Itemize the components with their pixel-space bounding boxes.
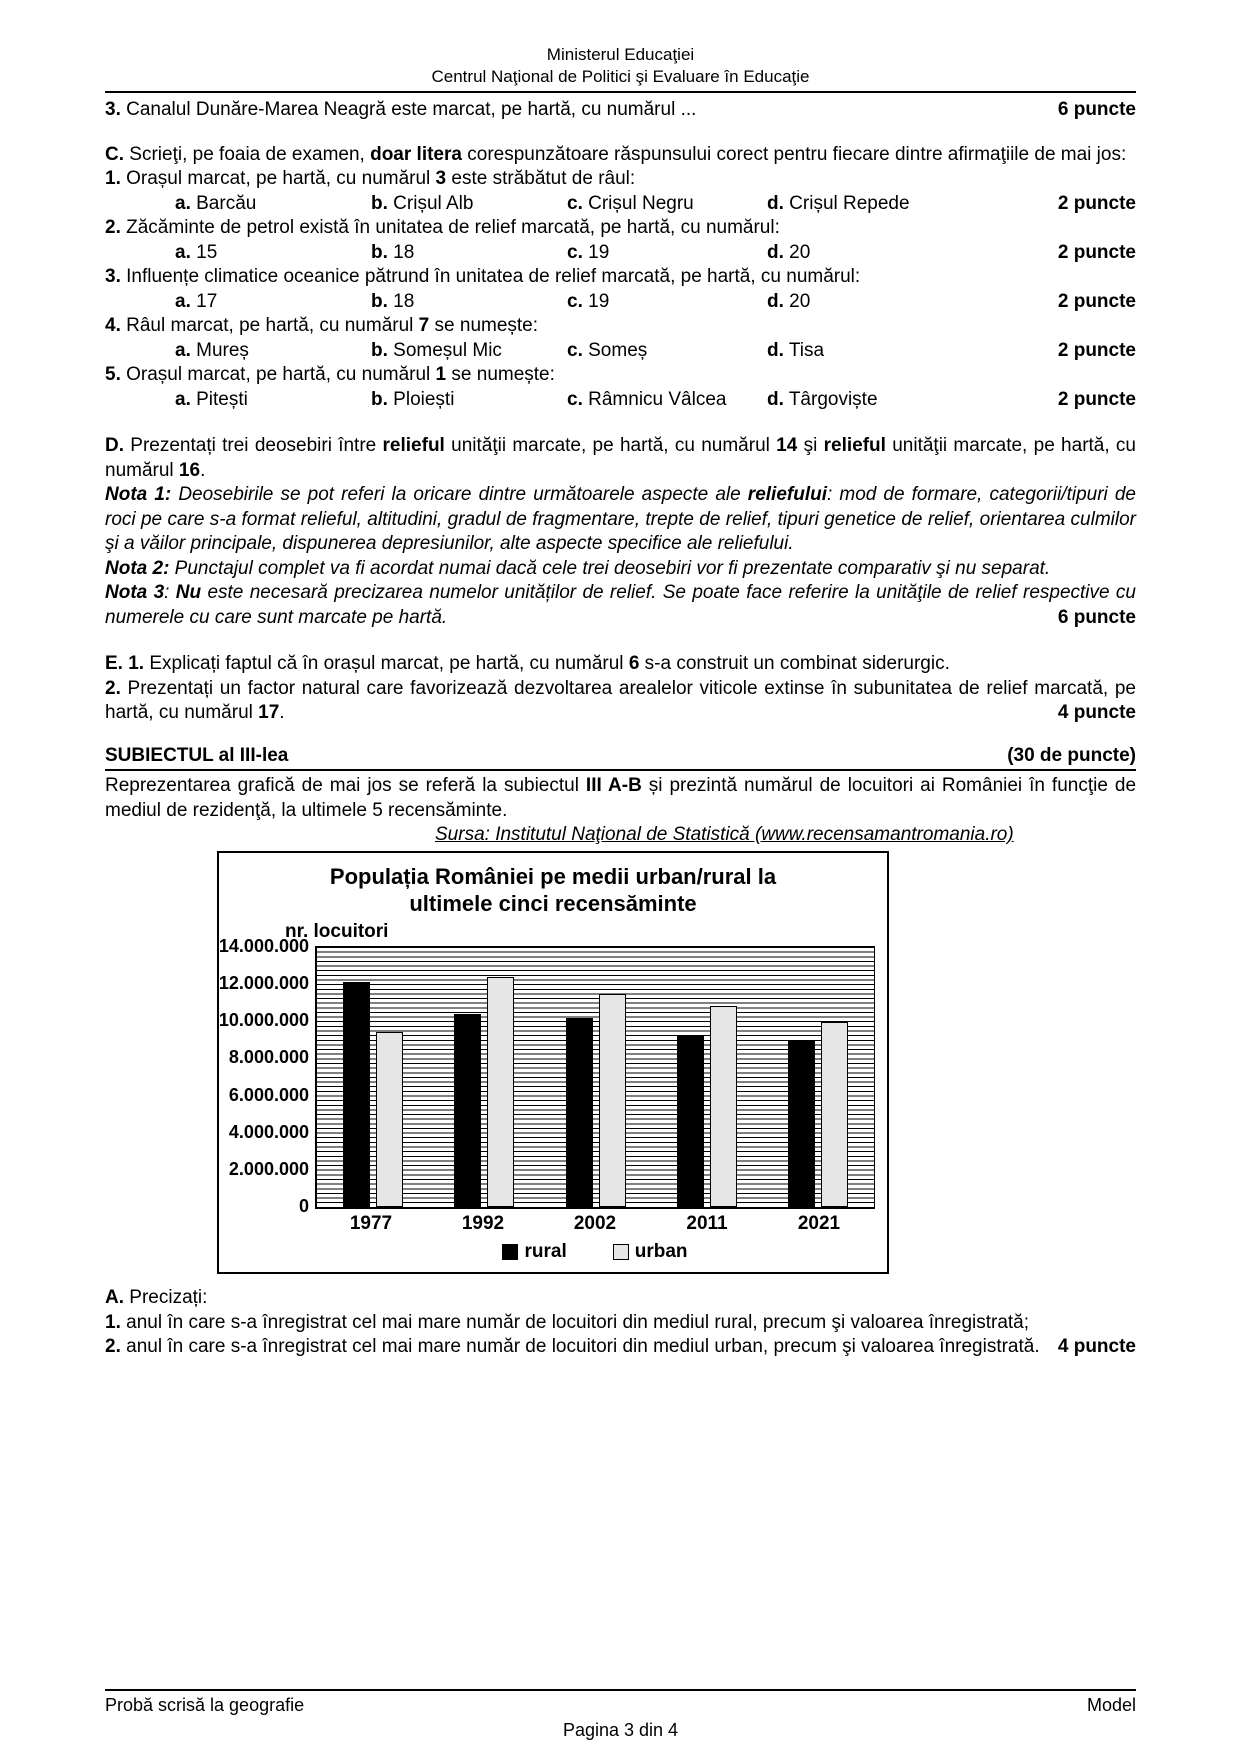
text-segment: 7 [418, 315, 430, 336]
text-segment: b. [371, 339, 388, 361]
text-segment: Punctajul complet va fi acordat numai dacă cele trei deosebiri vor fi prezentate comparativ şi nu separat. [169, 557, 1051, 579]
text-segment: d. [767, 339, 784, 361]
subject-3-heading [105, 744, 1136, 772]
question-c3-text [105, 265, 1136, 290]
section-d-task [105, 434, 1136, 483]
text-segment: 2. [105, 217, 121, 238]
urban-swatch-icon [613, 1244, 629, 1260]
footer-exam-name: Probă scrisă la geografie [105, 1695, 305, 1715]
x-axis-label-1977: 1977 [349, 1213, 393, 1234]
points-badge: 4 puncte [1057, 1336, 1136, 1357]
bar-group-2011 [651, 947, 762, 1207]
chart-source: Sursa: Institutul Naţional de Statistică (www.recensamantromania.ro) [435, 824, 1014, 845]
text-segment: 20 [783, 241, 811, 263]
text-segment: Târgoviște [783, 388, 878, 410]
section-d-nota2 [105, 557, 1136, 582]
y-axis-tick-label: 14.000.000 [218, 935, 309, 956]
points-badge: 6 puncte [1057, 606, 1136, 628]
legend-label-rural: rural [524, 1240, 567, 1262]
text-segment: este străbătut de râul: [446, 168, 636, 189]
section-c-intro [105, 143, 1136, 168]
points-badge: 2 puncte [1057, 241, 1136, 263]
text-segment: Prezentați trei deosebiri între [124, 435, 383, 456]
y-axis-tick-label: 10.000.000 [218, 1010, 309, 1031]
text-segment: se numește: [446, 364, 555, 385]
population-chart [217, 851, 889, 1275]
text-segment: Nota 2: [105, 557, 170, 579]
text-segment: 3. [105, 266, 121, 287]
text-segment: C. [105, 143, 124, 165]
text-segment: 18 [387, 241, 415, 263]
option-b [371, 192, 567, 217]
question-c4 [105, 314, 1136, 363]
text-segment: relieful [823, 435, 886, 456]
text-segment: III A-B [585, 775, 642, 796]
text-segment: c. [567, 241, 583, 263]
rural-swatch-icon [502, 1244, 518, 1260]
text-segment: c. [567, 388, 583, 410]
question-b3 [105, 98, 1136, 123]
option-a [175, 192, 371, 217]
section-a-task2 [105, 1335, 1136, 1360]
text-segment: 16 [178, 459, 201, 481]
question-c5-options [175, 388, 1136, 413]
plot-column [315, 946, 875, 1264]
x-axis-labels [315, 1212, 875, 1237]
plot-area [315, 946, 875, 1209]
subject-3 [105, 744, 1136, 1275]
text-segment: c. [567, 339, 583, 361]
text-segment: Canalul Dunăre-Marea Neagră este marcat, pe hartă, cu numărul ... [120, 99, 697, 120]
text-segment: Ploiești [387, 388, 455, 410]
text-segment: Râul marcat, pe hartă, cu numărul [120, 315, 419, 336]
subject-3-title: SUBIECTUL al III-lea [105, 744, 289, 766]
option-d [767, 241, 1058, 266]
bar-rural-2021 [788, 1040, 815, 1207]
option-d [767, 290, 1058, 315]
option-a [175, 388, 371, 413]
text-segment: 15 [190, 241, 218, 263]
y-axis-tick-label: 4.000.000 [228, 1121, 309, 1142]
option-a [175, 339, 371, 364]
text-segment: c. [567, 290, 583, 312]
section-e-task2-text [105, 678, 1136, 724]
text-segment: Crișul Repede [783, 192, 910, 214]
text-segment: 19 [582, 290, 610, 312]
text-segment: A. [105, 1287, 124, 1308]
question-c2-options [175, 241, 1136, 266]
text-segment: 19 [582, 241, 610, 263]
text-segment: . [200, 459, 206, 481]
question-c5-text [105, 363, 1136, 388]
chart-title-line2: ultimele cinci recensăminte [409, 890, 697, 916]
text-segment: b. [371, 241, 388, 263]
legend-item-urban [613, 1240, 688, 1265]
text-segment: 6 [628, 653, 640, 674]
question-c4-text [105, 314, 1136, 339]
text-segment: Prezentați un factor natural care favorizează dezvoltarea arealelor viticole extinse în subunitatea de relief marcată, pe hartă, cu numărul [105, 677, 1136, 723]
text-segment: 3 [435, 168, 447, 189]
legend-label-urban: urban [634, 1240, 688, 1262]
text-segment: 20 [783, 290, 811, 312]
footer-model-label: Model [1086, 1695, 1136, 1715]
question-c3-options [175, 290, 1136, 315]
text-segment: Zăcăminte de petrol există în unitatea de relief marcată, pe hartă, cu numărul: [120, 217, 780, 238]
text-segment: : mod de formare, categorii/tipuri de roci pe care s-a format relieful, altitudini, gradul de fragmentare, trepte de relief, tipuri genetice de relief, orientarea culmilor şi a văilor principale, dispunerea depresiunilor, alte aspecte specifice ale reliefului. [105, 484, 1136, 554]
section-a-intro [105, 1286, 1136, 1311]
y-axis-ticks [218, 935, 315, 1216]
text-segment: 17 [190, 290, 218, 312]
option-c [567, 241, 767, 266]
text-segment: Deosebirile se pot referi la oricare dintre următoarele aspecte ale [171, 484, 748, 505]
points-badge: 2 puncte [1057, 192, 1136, 214]
text-segment: Râmnicu Vâlcea [582, 388, 727, 410]
section-d-nota3 [105, 581, 1136, 630]
text-segment: Crișul Alb [387, 192, 474, 214]
bar-group-1977 [317, 947, 428, 1207]
text-segment: şi [797, 435, 824, 456]
text-segment: 5. [105, 364, 121, 385]
option-a [175, 241, 371, 266]
bar-urban-1992 [487, 977, 514, 1207]
text-segment: d. [767, 290, 784, 312]
text-segment: Orașul marcat, pe hartă, cu numărul [120, 168, 436, 189]
x-axis-label-2011: 2011 [686, 1213, 728, 1234]
bar-rural-2002 [566, 1018, 593, 1207]
option-b [371, 241, 567, 266]
option-c [567, 192, 767, 217]
bar-urban-2002 [599, 994, 626, 1207]
text-segment: Reprezentarea grafică de mai jos se referă la subiectul [105, 775, 586, 796]
text-segment: Nota 1: [105, 484, 172, 505]
question-c1-options [175, 192, 1136, 217]
text-segment: . [279, 702, 285, 723]
text-segment: Nota 3 [105, 582, 165, 603]
points-badge: 2 puncte [1057, 339, 1136, 361]
text-segment: Mureș [190, 339, 249, 361]
option-b [371, 339, 567, 364]
text-segment: relieful [382, 435, 445, 456]
y-axis-tick-label: 6.000.000 [228, 1084, 309, 1105]
text-segment: 14 [776, 435, 798, 456]
section-e [105, 652, 1136, 726]
text-segment: doar litera [370, 143, 462, 165]
text-segment: Tisa [783, 339, 825, 361]
y-axis-title: nr. locuitori [285, 920, 389, 942]
center-name: Centrul Naţional de Politici şi Evaluare în Educaţie [431, 67, 810, 86]
document-header [105, 44, 1136, 93]
ministry-name: Ministerul Educaţiei [546, 45, 695, 64]
section-c [105, 143, 1136, 413]
question-c5 [105, 363, 1136, 412]
question-c1 [105, 167, 1136, 216]
section-a-task2-text [105, 1336, 1040, 1357]
text-segment: E. 1. [105, 653, 145, 674]
y-axis-tick-label: 12.000.000 [218, 972, 309, 993]
bar-group-2021 [763, 947, 874, 1207]
option-a [175, 290, 371, 315]
y-axis-tick-label: 8.000.000 [228, 1047, 309, 1068]
section-a-task1 [105, 1311, 1136, 1336]
text-segment: se numește: [429, 315, 539, 336]
text-segment: Explicați faptul că în orașul marcat, pe hartă, cu numărul [144, 653, 629, 674]
page-footer [105, 1689, 1136, 1741]
option-c [567, 388, 767, 413]
question-c2 [105, 216, 1136, 265]
x-axis-label-2021: 2021 [797, 1213, 841, 1234]
text-segment: b. [371, 388, 388, 410]
text-segment: anul în care s-a înregistrat cel mai mare număr de locuitori din mediul rural, precum şi valoarea înregistrată; [120, 1311, 1030, 1333]
bar-group-1992 [428, 947, 539, 1207]
section-d-nota1 [105, 483, 1136, 557]
bar-urban-2011 [710, 1006, 737, 1208]
points-badge: 4 puncte [1057, 702, 1136, 723]
subject-3-intro [105, 774, 1136, 823]
text-segment: s-a construit un combinat siderurgic. [639, 653, 950, 674]
text-segment: : [164, 582, 176, 603]
x-axis-label-1992: 1992 [461, 1213, 505, 1234]
text-segment: corespunzătoare răspunsului corect pentru fiecare dintre afirmaţiile de mai jos: [461, 143, 1127, 165]
text-segment: a. [175, 192, 191, 214]
option-b [371, 388, 567, 413]
option-b [371, 290, 567, 315]
option-d [767, 388, 1058, 413]
text-segment: b. [371, 290, 388, 312]
question-b3-text [105, 99, 696, 120]
text-segment: 17 [258, 702, 280, 723]
text-segment: a. [175, 339, 191, 361]
question-c1-text [105, 167, 1136, 192]
x-axis-label-2002: 2002 [573, 1213, 617, 1234]
question-c4-options [175, 339, 1136, 364]
points-badge: 6 puncte [1057, 99, 1136, 120]
text-segment: anul în care s-a înregistrat cel mai mare număr de locuitori din mediul urban, precum şi valoarea înregistrată. [120, 1336, 1040, 1357]
text-segment: d. [767, 192, 784, 214]
text-segment: d. [767, 388, 784, 410]
subject-3-points: (30 de puncte) [1007, 744, 1136, 766]
bar-urban-1977 [376, 1032, 403, 1207]
text-segment: Pitești [190, 388, 248, 410]
text-segment: unităţii marcate, pe hartă, cu numărul [444, 435, 777, 456]
y-axis-tick-label: 2.000.000 [228, 1158, 309, 1179]
text-segment: și prezintă numărul de locuitori ai României în funcţie de mediul de rezidenţă, la ultimele 5 recensăminte. [105, 775, 1137, 821]
text-segment: c. [567, 192, 583, 214]
points-badge: 2 puncte [1057, 388, 1136, 410]
question-c3 [105, 265, 1136, 314]
text-segment: Precizați: [124, 1287, 208, 1308]
text-segment: Someșul Mic [387, 339, 502, 361]
text-segment: Someș [582, 339, 648, 361]
text-segment: d. [767, 241, 784, 263]
option-c [567, 290, 767, 315]
chart-legend [315, 1240, 875, 1265]
text-segment: Scrieţi, pe foaia de examen, [124, 143, 371, 165]
bar-rural-1992 [454, 1014, 481, 1207]
page-number: Pagina 3 din 4 [562, 1720, 679, 1740]
bar-rural-2011 [677, 1036, 704, 1207]
bar-urban-2021 [821, 1022, 848, 1207]
text-segment: 1. [105, 168, 121, 189]
question-c2-text [105, 216, 1136, 241]
section-d-nota3-text [105, 582, 1136, 628]
text-segment: Barcău [190, 192, 257, 214]
text-segment: unităţii marcate, pe hartă, cu numărul [105, 435, 1137, 481]
text-segment: 2. [105, 677, 121, 699]
bar-rural-1977 [343, 982, 370, 1207]
text-segment: D. [105, 435, 124, 456]
text-segment: Orașul marcat, pe hartă, cu numărul [120, 364, 436, 385]
section-d [105, 434, 1136, 630]
chart-title [219, 863, 887, 917]
text-segment: 3. [105, 99, 121, 120]
text-segment: Crișul Negru [582, 192, 694, 214]
section-e-task1 [105, 652, 1136, 677]
text-segment: este necesară precizarea numelor unităților de relief. Se poate face referire la unităţile de relief respective cu numerele cu care sunt marcate pe hartă. [105, 582, 1136, 628]
text-segment: 2. [105, 1336, 121, 1357]
chart-main [218, 935, 887, 1264]
text-segment: a. [175, 290, 191, 312]
bar-group-2002 [540, 947, 651, 1207]
text-segment: reliefului [747, 484, 827, 505]
y-axis-tick-label: 0 [298, 1195, 309, 1216]
text-segment: Nu [175, 582, 202, 603]
option-d [767, 192, 1058, 217]
option-c [567, 339, 767, 364]
legend-item-rural [502, 1240, 566, 1265]
section-a-subject3 [105, 1286, 1136, 1360]
option-d [767, 339, 1058, 364]
text-segment: b. [371, 192, 388, 214]
chart-title-line1: Populația României pe medii urban/rural la [329, 863, 777, 889]
text-segment: Influențe climatice oceanice pătrund în unitatea de relief marcată, pe hartă, cu numărul: [120, 266, 861, 287]
text-segment: 18 [387, 290, 415, 312]
points-badge: 2 puncte [1057, 290, 1136, 312]
text-segment: 4. [105, 315, 121, 336]
text-segment: 1. [105, 1311, 121, 1333]
text-segment: a. [175, 388, 191, 410]
text-segment: 1 [435, 364, 447, 385]
section-e-task2 [105, 677, 1136, 726]
footer-row [105, 1694, 1136, 1716]
text-segment: a. [175, 241, 191, 263]
